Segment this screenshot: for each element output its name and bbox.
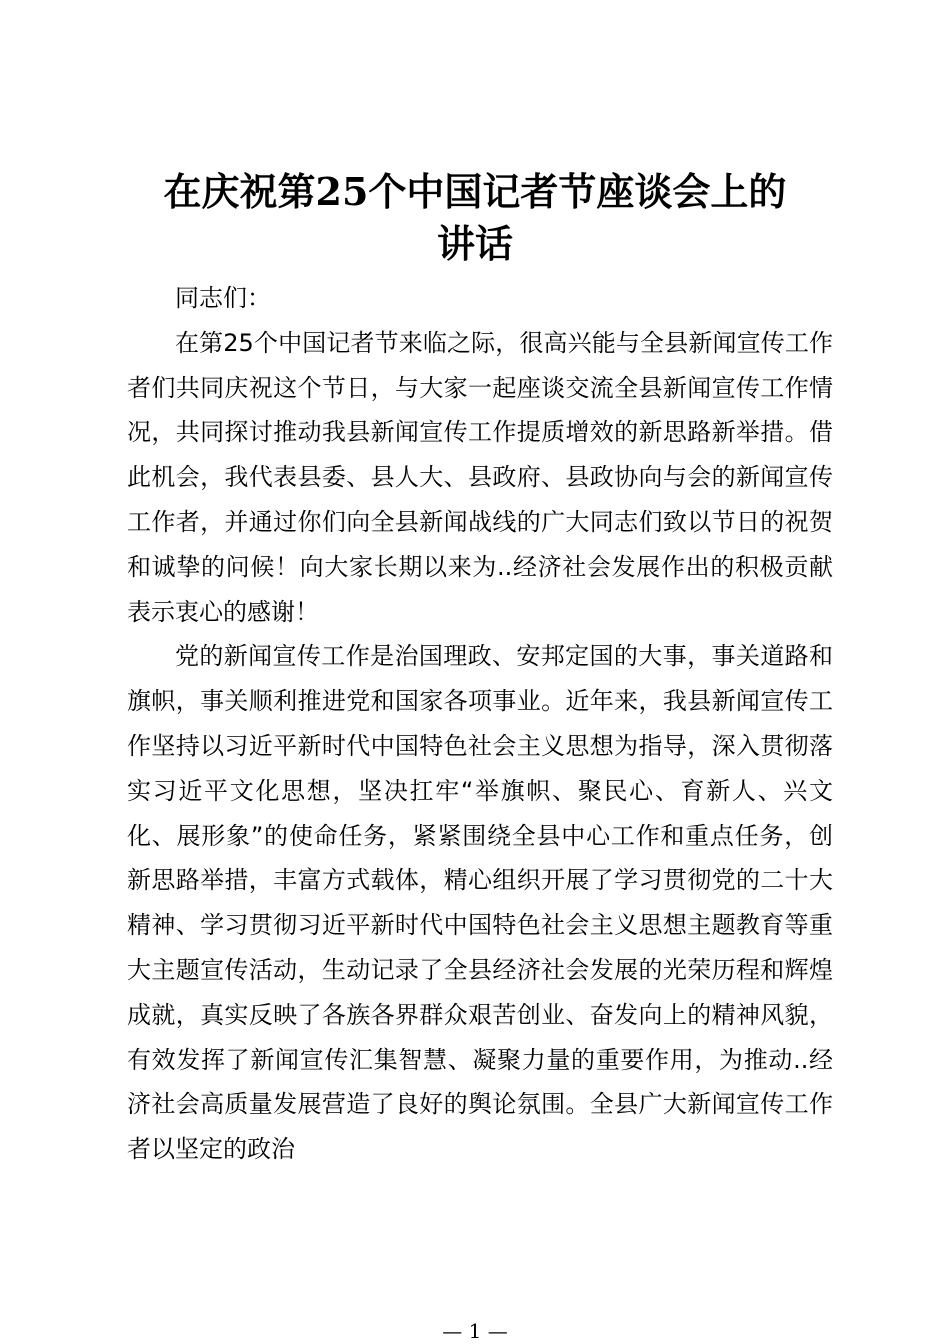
title-line-1: 在庆祝第25个中国记者节座谈会上的 (163, 169, 787, 214)
salutation: 同志们： (175, 284, 271, 312)
page-title (0, 166, 950, 270)
paragraph-2: 党的新闻宣传工作是治国理政、安邦定国的大事，事关道路和旗帜，事关顺利推进党和国家各项事业。近年来，我县新闻宣传工作坚持以习近平新时代中国特色社会主义思想为指导，深入贯彻落实习近平文化思想，坚决扛牢“举旗帜、聚民心、育新人、兴文化、展形象”的使命任务，紧紧围绕全县中心工作和重点任务，创新思路举措，丰富方式载体，精心组织开展了学习贯彻党的二十大精神、学习贯彻习近平新时代中国特色社会主义思想主题教育等重大主题宣传活动，生动记录了全县经济社会发展的光荣历程和辉煌成就，真实反映了各族各界群众艰苦创业、奋发向上的精神风貌，有效发挥了新闻宣传汇集智慧、凝聚力量的重要作用，为推动..经济社会高质量发展营造了良好的舆论氛围。全县广大新闻宣传工作者以坚定的政治 (127, 642, 833, 1164)
page-number: — 1 — (442, 1319, 508, 1343)
paragraph-1: 在第25个中国记者节来临之际，很高兴能与全县新闻宣传工作者们共同庆祝这个节日，与大家一起座谈交流全县新闻宣传工作情况，共同探讨推动我县新闻宣传工作提质增效的新思路新举措。借此机会，我代表县委、县人大、县政府、县政协向与会的新闻宣传工作者，并通过你们向全县新闻战线的广大同志们致以节日的祝贺和诚挚的问候！向大家长期以来为..经济社会发展作出的积极贡献表示衷心的感谢！ (127, 328, 833, 626)
title-line-2: 讲话 (436, 221, 513, 266)
speech-body (127, 276, 833, 1172)
